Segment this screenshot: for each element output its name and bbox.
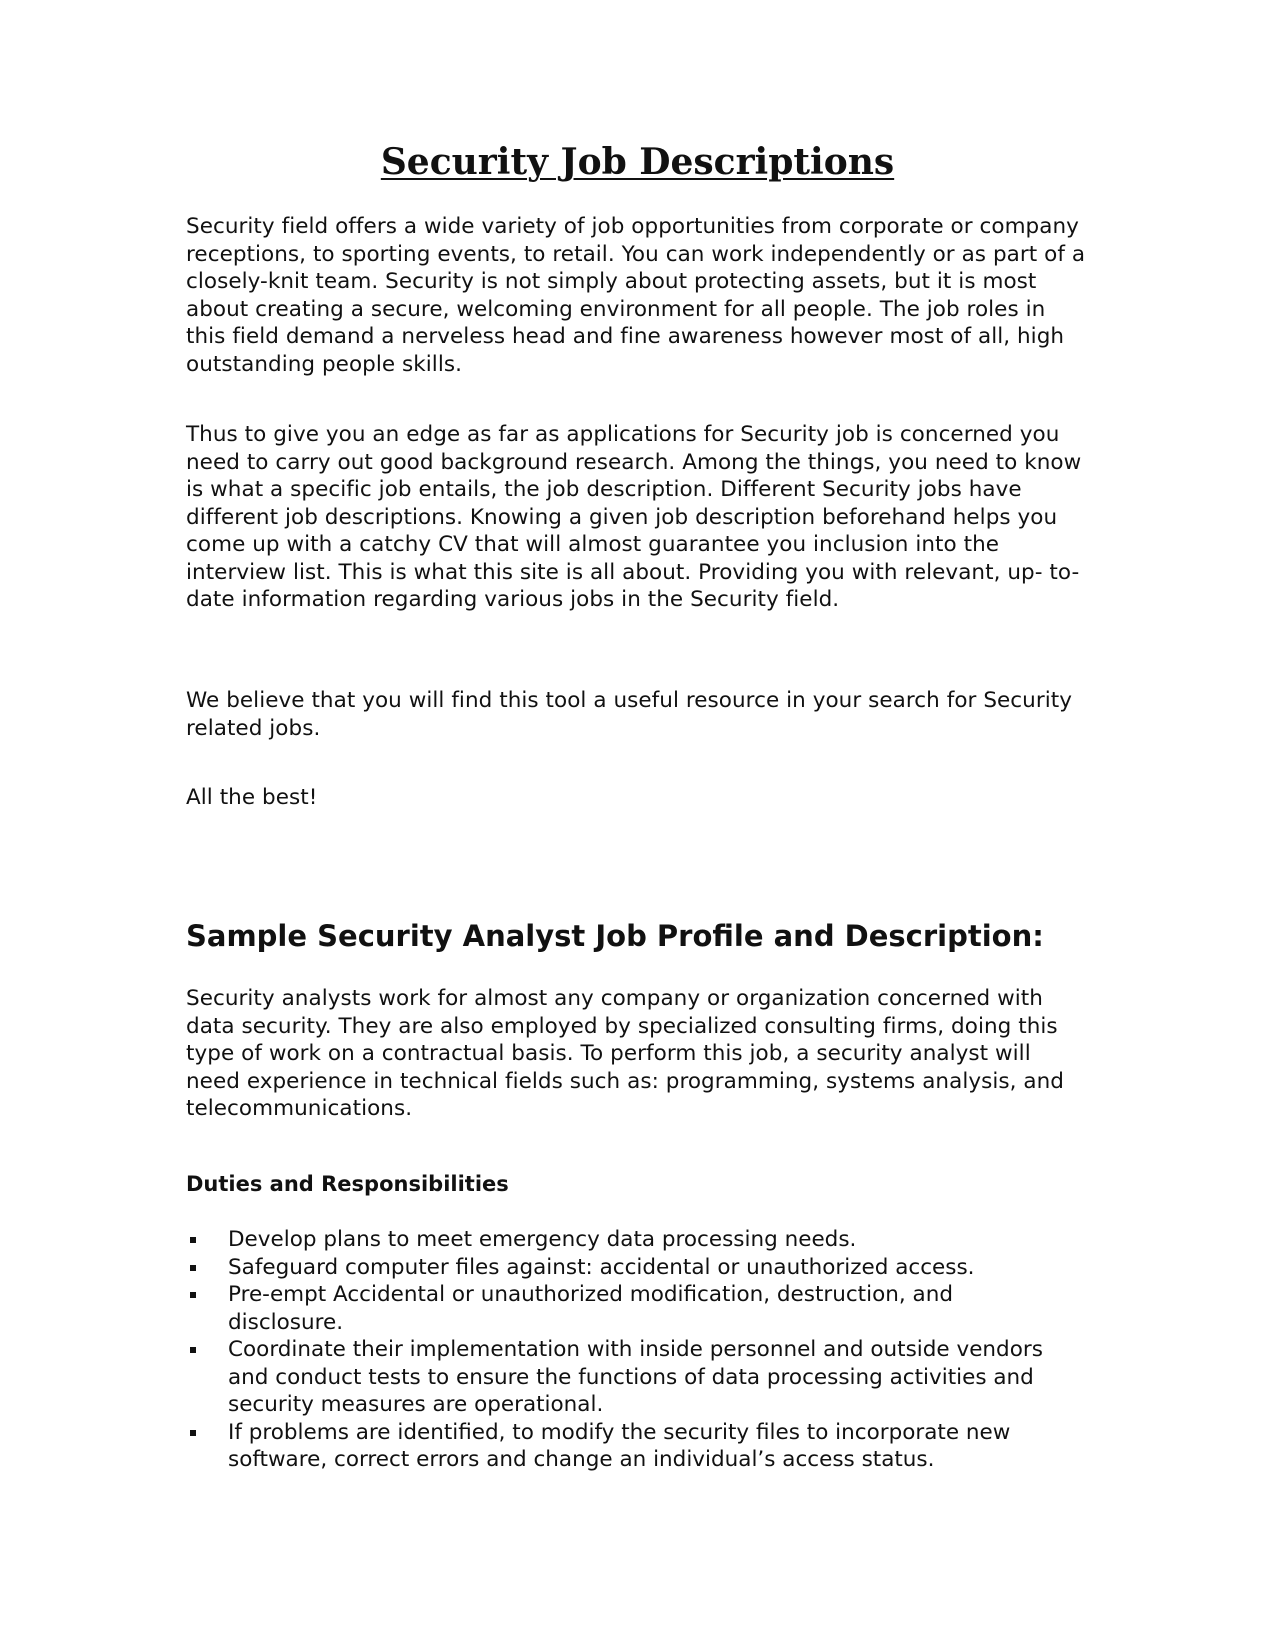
intro-paragraph-1: Security field offers a wide variety of job opportunities from corporate or company receptions, to sporting events, to retail. You can work independently or as part of a closely-knit team. Security is not simply about protecting assets, but it is most about creating a secure, welcoming environment for all people. The job roles in this field demand a nerveless head and fine awareness however most of all, high outstanding people skills. bbox=[186, 214, 1086, 377]
page-title-text: Security Job Descriptions bbox=[380, 141, 895, 183]
section-heading: Sample Security Analyst Job Profile and Description: bbox=[186, 919, 1044, 953]
section-paragraph: Security analysts work for almost any company or organization concerned with data security. They are also employed by specialized consulting firms, doing this type of work on a contractual basis. To perform this job, a security analyst will need experience in technical fields such as: programming, systems analysis, and telecommunications. bbox=[186, 986, 1065, 1121]
closing-line: All the best! bbox=[186, 785, 318, 810]
list-item bbox=[186, 1281, 1066, 1336]
list-item-text: Safeguard computer files against: accidental or unauthorized access. bbox=[228, 1254, 975, 1280]
intro-paragraph-3: We believe that you will find this tool a useful resource in your search for Security related jobs. bbox=[186, 688, 1073, 741]
bullet-square-icon bbox=[190, 1265, 196, 1271]
list-item bbox=[186, 1254, 1066, 1282]
bullet-square-icon bbox=[190, 1430, 196, 1436]
list-item-text: If problems are identified, to modify the security files to incorporate new software, correct errors and change an individual’s access status. bbox=[228, 1419, 1011, 1472]
list-item bbox=[186, 1336, 1066, 1419]
list-item-text: Coordinate their implementation with inside personnel and outside vendors and conduct tests to ensure the functions of data processing activities and security measures are operational. bbox=[228, 1337, 1043, 1417]
intro-paragraph-2: Thus to give you an edge as far as applications for Security job is concerned you need to carry out good background research. Among the things, you need to know is what a specific job entails, the job description. Different Security jobs have different job descriptions. Knowing a given job description beforehand helps you come up with a catchy CV that will almost guarantee you inclusion into the interview list. This is what this site is all about. Providing you with relevant, up- to-date information regarding various jobs in the Security field. bbox=[186, 422, 1082, 612]
list-item bbox=[186, 1419, 1066, 1474]
bullet-square-icon bbox=[190, 1292, 196, 1298]
list-item-text: Develop plans to meet emergency data processing needs. bbox=[228, 1227, 857, 1252]
list-item-text: Pre-empt Accidental or unauthorized modification, destruction, and disclosure. bbox=[228, 1282, 953, 1335]
duties-heading: Duties and Responsibilities bbox=[186, 1172, 509, 1196]
list-item bbox=[186, 1226, 1066, 1254]
duties-list bbox=[186, 1226, 1066, 1474]
bullet-square-icon bbox=[190, 1237, 196, 1243]
bullet-square-icon bbox=[190, 1347, 196, 1353]
page-title bbox=[0, 140, 1275, 184]
